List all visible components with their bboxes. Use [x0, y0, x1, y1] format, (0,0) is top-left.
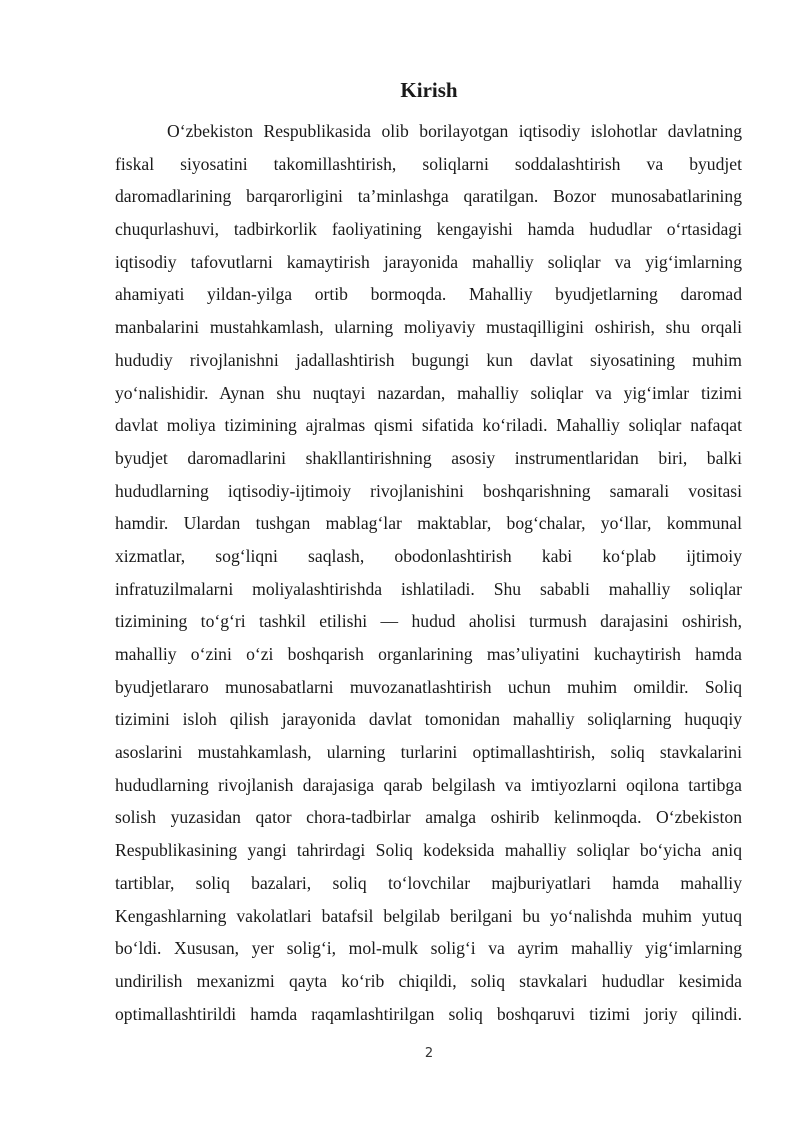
- paragraph-line: daromadlarining barqarorligini ta’minlashga qaratilgan. Bozor munosabatlarining: [115, 186, 742, 207]
- paragraph-line: hamdir. Ulardan tushgan mablag‘lar maktablar, bog‘chalar, yo‘llar, kommunal: [115, 513, 742, 534]
- paragraph-line: fiskal siyosatini takomillashtirish, soliqlarni soddalashtirish va byudjet: [115, 153, 742, 174]
- paragraph-line: chuqurlashuvi, tadbirkorlik faoliyatining kengayishi hamda hududlar o‘rtasidagi: [115, 219, 742, 240]
- page-number: 2: [424, 1046, 434, 1061]
- page-title: Kirish: [400, 78, 458, 102]
- paragraph-line: Kengashlarning vakolatlari batafsil belgilab berilgani bu yo‘nalishda muhim yutuq: [115, 905, 742, 926]
- paragraph-line: asoslarini mustahkamlash, ularning turlarini optimallashtirish, soliq stavkalarini: [115, 742, 742, 763]
- paragraph-line: byudjet daromadlarini shakllantirishning asosiy instrumentlaridan biri, balki: [115, 447, 742, 468]
- paragraph-line: tizimini isloh qilish jarayonida davlat tomonidan mahalliy soliqlarning huquqiy: [115, 709, 742, 730]
- paragraph-line: O‘zbekiston Respublikasida olib borilayotgan iqtisodiy islohotlar davlatning: [167, 121, 742, 141]
- paragraph-line: byudjetlararo munosabatlarni muvozanatlashtirish uchun muhim omildir. Soliq: [115, 676, 742, 697]
- paragraph-line: yo‘nalishidir. Aynan shu nuqtayi nazardan, mahalliy soliqlar va yig‘imlar tizimi: [115, 382, 742, 403]
- paragraph-line: davlat moliya tizimining ajralmas qismi sifatida ko‘riladi. Mahalliy soliqlar nafaqat: [115, 415, 742, 436]
- paragraph-line: hududlarning iqtisodiy-ijtimoiy rivojlanishini boshqarishning samarali vositasi: [115, 480, 742, 501]
- paragraph-line: hududiy rivojlanishni jadallashtirish bugungi kun davlat siyosatining muhim: [115, 349, 742, 370]
- paragraph-line: manbalarini mustahkamlash, ularning moliyaviy mustaqilligini oshirish, shu orqali: [115, 317, 742, 338]
- paragraph-line: xizmatlar, sog‘liqni saqlash, obodonlashtirish kabi ko‘plab ijtimoiy: [115, 545, 742, 566]
- paragraph-line: infratuzilmalarni moliyalashtirishda ishlatiladi. Shu sababli mahalliy soliqlar: [115, 578, 742, 599]
- paragraph-line: undirilish mexanizmi qayta ko‘rib chiqildi, soliq stavkalari hududlar kesimida: [115, 970, 742, 991]
- paragraph-line: bo‘ldi. Xususan, yer solig‘i, mol-mulk solig‘i va ayrim mahalliy yig‘imlarning: [115, 938, 742, 959]
- paragraph-line: iqtisodiy tafovutlarni kamaytirish jarayonida mahalliy soliqlar va yig‘imlarning: [115, 251, 742, 272]
- paragraph-line: tartiblar, soliq bazalari, soliq to‘lovchilar majburiyatlari hamda mahalliy: [115, 872, 742, 893]
- body-paragraph: [115, 115, 742, 1030]
- paragraph-line: ahamiyati yildan-yilga ortib bormoqda. Mahalliy byudjetlarning daromad: [115, 284, 742, 305]
- paragraph-line: mahalliy o‘zini o‘zi boshqarish organlarining mas’uliyatini kuchaytirish hamda: [115, 644, 742, 664]
- paragraph-line: hududlarning rivojlanish darajasiga qarab belgilash va imtiyozlarni oqilona tartibga: [115, 774, 742, 795]
- paragraph-line: optimallashtirildi hamda raqamlashtirilgan soliq boshqaruvi tizimi joriy qilindi.: [115, 1003, 742, 1024]
- paragraph-line: tizimining to‘g‘ri tashkil etilishi — hudud aholisi turmush darajasini oshirish,: [115, 611, 742, 632]
- paragraph-line: solish yuzasidan qator chora-tadbirlar amalga oshirib kelinmoqda. O‘zbekiston: [115, 807, 742, 828]
- paragraph-line: Respublikasining yangi tahrirdagi Soliq kodeksida mahalliy soliqlar bo‘yicha aniq: [115, 840, 742, 861]
